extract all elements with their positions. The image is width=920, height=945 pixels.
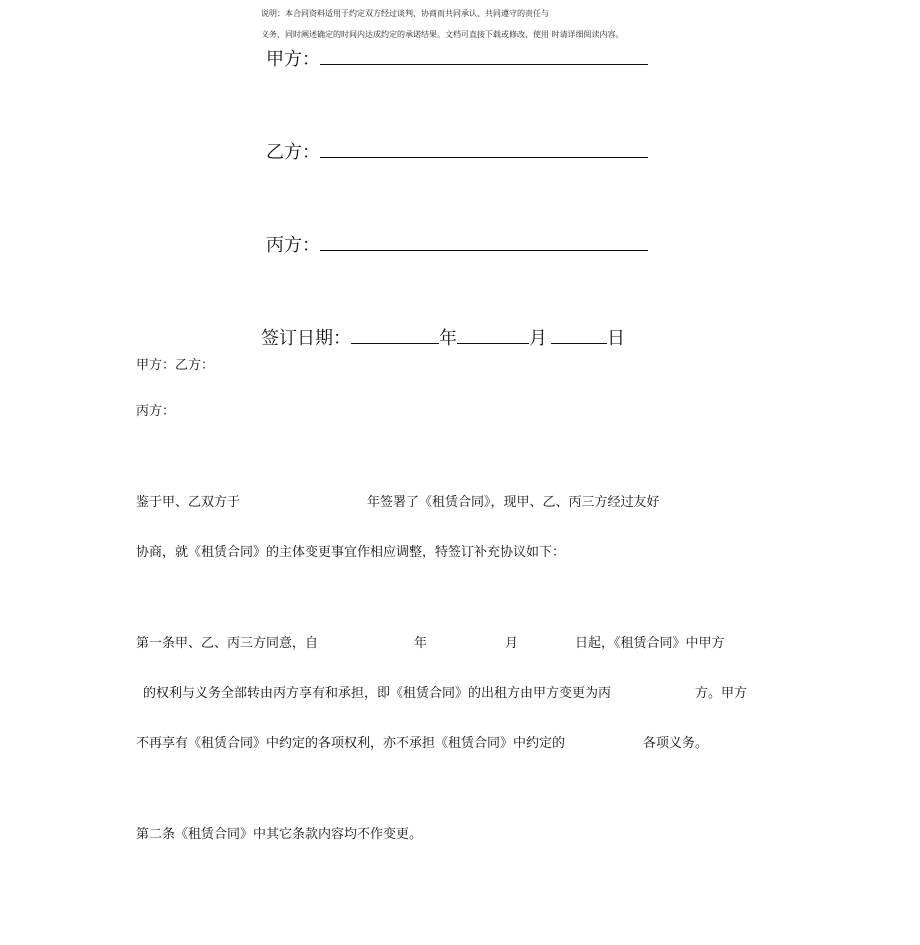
sign-day-blank: [551, 325, 607, 344]
party-b-blank: [320, 139, 648, 158]
article1-line-2a: 的权利与义务全部转由丙方享有和承担，即《租赁合同》的出租方由甲方变更为丙: [143, 686, 612, 701]
article1-line-3b: 各项义务。: [643, 736, 709, 751]
cover-party-c-label: 丙方：: [266, 235, 320, 256]
cover-party-a-label: 甲方：: [266, 49, 320, 70]
sign-date-label: 签订日期：: [261, 328, 351, 349]
sign-month-label: 月: [529, 328, 547, 349]
party-c-blank: [320, 232, 648, 251]
cover-party-c: [266, 231, 648, 257]
sign-month-blank: [457, 325, 529, 344]
article1-line-2b: 方。甲方: [695, 686, 748, 701]
sign-year-blank: [351, 325, 439, 344]
article1-line-3a: 不再享有《租赁合同》中约定的各项权利，亦不承担《租赁合同》中约定的: [136, 736, 566, 751]
article1-year: 年: [414, 636, 428, 651]
sign-day-label: 日: [607, 328, 625, 349]
party-a-blank: [320, 46, 648, 65]
cover-party-a: [266, 45, 648, 71]
preamble-line-1b: 年签署了《租赁合同》，现甲、乙、丙三方经过友好: [367, 495, 660, 510]
note-line-1: 说明：本合同资料适用于约定双方经过谈判、协商而共同承认、共同遵守的责任与: [261, 9, 549, 18]
cover-party-b: [266, 138, 648, 164]
note-line-2: 义务，同时阐述确定的时间内达成约定的承诺结果。文档可直接下载或修改，使用 时请详细阅读内容。: [261, 30, 624, 39]
article1-line-1a: 第一条甲、乙、丙三方同意，自: [136, 636, 319, 651]
header-parties-line-2: 丙方：: [136, 404, 176, 419]
sign-year-label: 年: [439, 328, 457, 349]
preamble-line-1a: 鉴于甲、乙双方于: [136, 495, 241, 510]
sign-date: [261, 324, 625, 350]
cover-party-b-label: 乙方：: [266, 142, 320, 163]
article2-line-1: 第二条《租赁合同》中其它条款内容均不作变更。: [136, 827, 423, 842]
header-parties-line-1: 甲方：乙方：: [136, 358, 215, 373]
preamble-line-2: 协商，就《租赁合同》的主体变更事宜作相应调整，特签订补充协议如下：: [136, 545, 566, 560]
article1-month: 月: [505, 636, 519, 651]
article1-line-1b: 日起，《租赁合同》中甲方: [575, 636, 725, 651]
